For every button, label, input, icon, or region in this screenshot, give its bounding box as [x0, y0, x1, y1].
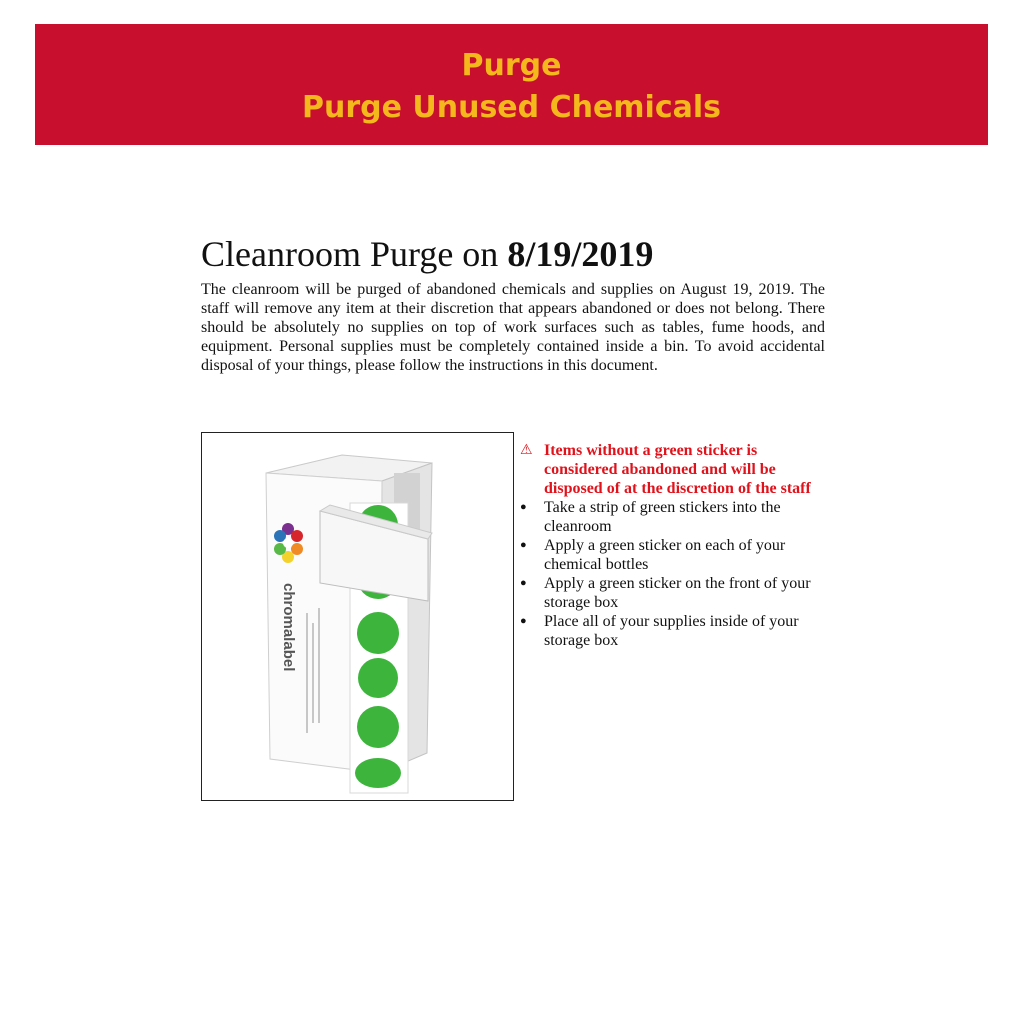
- brand-text: chromalabel: [280, 583, 297, 672]
- bullet-icon: ●: [520, 539, 527, 551]
- banner-subtitle: Purge Unused Chemicals: [301, 90, 722, 125]
- list-item-text: Apply a green sticker on the front of your storage box: [544, 575, 811, 611]
- warning-item: [520, 441, 820, 498]
- banner-title: Purge: [461, 48, 562, 83]
- list-item-text: Place all of your supplies inside of your storage box: [544, 613, 799, 649]
- list-item: [520, 574, 820, 612]
- list-item: [520, 612, 820, 650]
- sticker-dispenser-image: [201, 432, 514, 801]
- bullet-icon: ●: [520, 577, 527, 589]
- list-item: [520, 536, 820, 574]
- header-banner: [35, 24, 988, 145]
- list-item-text: Apply a green sticker on each of your chemical bottles: [544, 537, 786, 573]
- green-sticker: [355, 758, 401, 788]
- list-item: [520, 498, 820, 536]
- instruction-list: [520, 441, 820, 650]
- warning-text: Items without a green sticker is considered abandoned and will be disposed of at the discretion of the staff: [544, 442, 811, 497]
- list-item-text: Take a strip of green stickers into the cleanroom: [544, 499, 781, 535]
- bullet-icon: ●: [520, 501, 527, 513]
- green-sticker: [357, 612, 399, 654]
- bullet-icon: ●: [520, 615, 527, 627]
- title-prefix: Cleanroom Purge on: [201, 234, 508, 274]
- page-title: [201, 232, 841, 276]
- green-sticker: [358, 658, 398, 698]
- warning-triangle-icon: ⚠: [520, 442, 533, 458]
- intro-paragraph: The cleanroom will be purged of abandoned chemicals and supplies on August 19, 2019. The staff will remove any item at their discretion that appears abandoned or does not belong. There should be absolutely no supplies on top of work surfaces such as tables, fume hoods, and equipment. Personal supplies must be completely contained inside a bin. To avoid accidental disposal of your things, please follow the instructions in this document.: [201, 281, 825, 374]
- title-date: 8/19/2019: [507, 234, 654, 274]
- green-sticker: [357, 706, 399, 748]
